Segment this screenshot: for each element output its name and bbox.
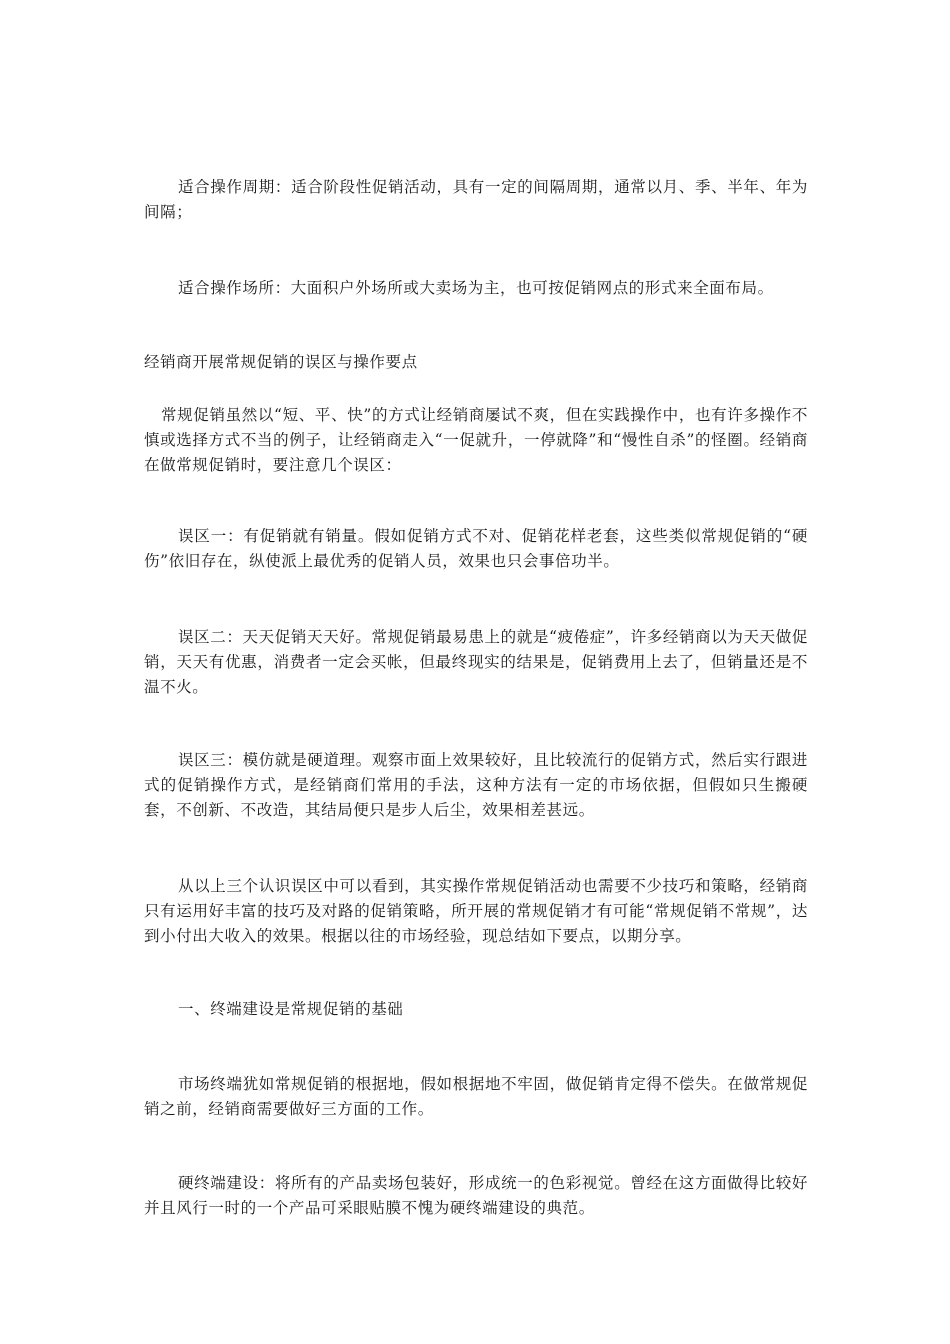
paragraph-misconception-one: 误区一：有促销就有销量。假如促销方式不对、促销花样老套，这些类似常规促销的“硬伤”依旧存在，纵使派上最优秀的促销人员，效果也只会事倍功半。 — [144, 527, 808, 570]
paragraph-operation-venue: 适合操作场所：大面积户外场所或大卖场为主，也可按促销网点的形式来全面布局。 — [178, 279, 774, 297]
paragraph-operation-cycle: 适合操作周期：适合阶段性促销活动，具有一定的间隔周期，通常以月、季、半年、年为间隔； — [144, 178, 808, 221]
paragraph-hard-terminal: 硬终端建设：将所有的产品卖场包装好，形成统一的色彩视觉。曾经在这方面做得比较好并且风行一时的一个产品可采眼贴膜不愧为硬终端建设的典范。 — [144, 1174, 808, 1217]
section-heading-misconceptions: 经销商开展常规促销的误区与操作要点 — [144, 353, 418, 371]
paragraph-terminal-base: 市场终端犹如常规促销的根据地，假如根据地不牢固，做促销肯定得不偿失。在做常规促销之前，经销商需要做好三方面的工作。 — [144, 1075, 808, 1118]
paragraph-summary: 从以上三个认识误区中可以看到，其实操作常规促销活动也需要不少技巧和策略，经销商只有运用好丰富的技巧及对路的促销策略，所开展的常规促销才有可能“常规促销不常规”，达到小付出大收入的效果。根据以往的市场经验，现总结如下要点，以期分享。 — [144, 877, 808, 945]
section-heading-terminal: 一、终端建设是常规促销的基础 — [178, 1000, 404, 1018]
paragraph-misconception-two: 误区二：天天促销天天好。常规促销最易患上的就是“疲倦症”，许多经销商以为天天做促销，天天有优惠，消费者一定会买帐，但最终现实的结果是，促销费用上去了，但销量还是不温不火。 — [144, 628, 808, 696]
paragraph-misconceptions-intro: 常规促销虽然以“短、平、快”的方式让经销商屡试不爽，但在实践操作中，也有许多操作不慎或选择方式不当的例子，让经销商走入“一促就升，一停就降”和“慢性自杀”的怪圈。经销商在做常规促销时，要注意几个误区： — [144, 406, 808, 474]
paragraph-misconception-three: 误区三：模仿就是硬道理。观察市面上效果较好，且比较流行的促销方式，然后实行跟进式的促销操作方式，是经销商们常用的手法，这种方法有一定的市场依据，但假如只生搬硬套，不创新、不改造，其结局便只是步人后尘，效果相差甚远。 — [144, 751, 808, 819]
